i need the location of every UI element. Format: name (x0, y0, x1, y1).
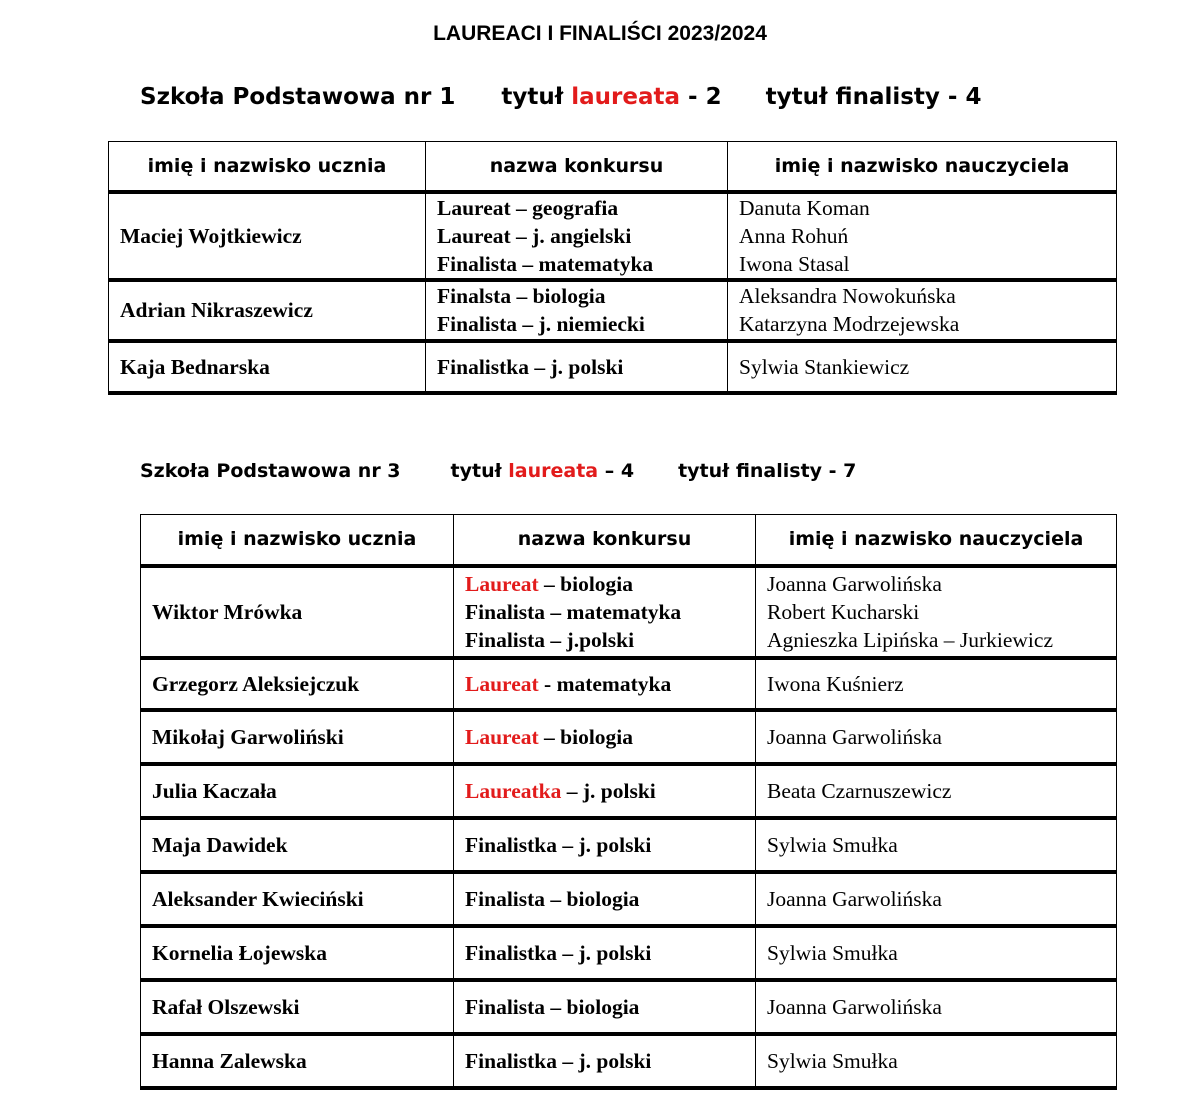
student-name: Aleksander Kwieciński (141, 872, 454, 926)
table-row (141, 980, 1117, 1034)
award-title: Finalista (465, 994, 546, 1019)
award-title: Finalistka (465, 1048, 557, 1073)
contest-subject: – matematyka (545, 599, 682, 624)
contest-entry (437, 222, 716, 250)
award-title: Finalista (437, 251, 518, 276)
teacher-name: Sylwia Smułka (767, 1048, 898, 1073)
award-title: Finalistka (465, 832, 557, 857)
contest-subject: - matematyka (538, 671, 672, 696)
teacher-name: Beata Czarnuszewicz (767, 778, 952, 803)
award-title: Finalista (437, 312, 518, 336)
contest-entry (437, 194, 716, 222)
contest-subject: – biologia (545, 994, 640, 1019)
student-name: Mikołaj Garwoliński (141, 710, 454, 764)
teacher-name: Danuta Koman (739, 195, 870, 220)
contest-entry (465, 670, 744, 698)
student-name: Kornelia Łojewska (141, 926, 454, 980)
contest-cell (454, 764, 756, 818)
table-row (141, 818, 1117, 872)
contest-entry (437, 353, 716, 381)
teacher-name: Katarzyna Modrzejewska (739, 312, 960, 336)
contest-subject: – j. polski (557, 1048, 652, 1073)
contest-subject: – biologia (511, 284, 606, 308)
contest-cell (426, 192, 728, 280)
contest-subject: – j. polski (557, 940, 652, 965)
teacher-cell (756, 1034, 1117, 1088)
teacher-cell (728, 192, 1117, 280)
teacher-name: Agnieszka Lipińska – Jurkiewicz (767, 627, 1053, 652)
contest-cell (454, 658, 756, 710)
table-row (141, 764, 1117, 818)
contest-entry (465, 885, 744, 913)
contest-cell (454, 926, 756, 980)
teacher-name: Robert Kucharski (767, 599, 920, 624)
student-name: Hanna Zalewska (141, 1034, 454, 1088)
header-student: imię i nazwisko ucznia (141, 515, 454, 566)
teacher-name: Joanna Garwolińska (767, 724, 942, 749)
laureate-count: tytuł laureata – 4 (450, 460, 635, 482)
contest-cell (454, 818, 756, 872)
teacher-cell (756, 710, 1117, 764)
contest-entry (465, 993, 744, 1021)
table-row (141, 710, 1117, 764)
contest-subject: – biologia (538, 724, 634, 749)
award-title: Laureat (437, 223, 511, 248)
school-name: Szkoła Podstawowa nr 1 (140, 84, 456, 110)
results-table-sp1 (108, 141, 1117, 395)
contest-entry (465, 598, 744, 626)
contest-subject: – j. niemiecki (517, 312, 645, 336)
award-title: Finalista (465, 627, 546, 652)
award-title: Finalista (465, 599, 546, 624)
contest-subject: – biologia (538, 571, 634, 596)
contest-cell (454, 980, 756, 1034)
table-row (141, 872, 1117, 926)
teacher-name: Joanna Garwolińska (767, 886, 942, 911)
school-name: Szkoła Podstawowa nr 3 (140, 460, 401, 482)
table-row (109, 280, 1117, 341)
contest-cell (454, 710, 756, 764)
laureate-word: laureata (508, 460, 599, 482)
contest-entry (437, 310, 716, 338)
table-row (109, 341, 1117, 393)
teacher-cell (756, 980, 1117, 1034)
teacher-name: Sylwia Smułka (767, 940, 898, 965)
teacher-name: Sylwia Stankiewicz (739, 354, 910, 379)
contest-cell (454, 566, 756, 658)
contest-subject: – biologia (545, 886, 640, 911)
contest-subject: – j. polski (529, 354, 624, 379)
header-teacher: imię i nazwisko nauczyciela (756, 515, 1117, 566)
contest-subject: – matematyka (517, 251, 654, 276)
award-title: Finalsta (437, 284, 512, 308)
contest-subject: – j. polski (561, 778, 656, 803)
table-row (141, 926, 1117, 980)
header-teacher: imię i nazwisko nauczyciela (728, 142, 1117, 192)
teacher-name: Joanna Garwolińska (767, 571, 942, 596)
student-name: Rafał Olszewski (141, 980, 454, 1034)
teacher-name: Anna Rohuń (739, 223, 849, 248)
contest-entry (465, 939, 744, 967)
contest-entry (465, 723, 744, 751)
award-title: Laureat (437, 195, 511, 220)
teacher-cell (756, 926, 1117, 980)
student-name: Grzegorz Aleksiejczuk (141, 658, 454, 710)
student-name: Julia Kaczała (141, 764, 454, 818)
teacher-name: Iwona Kuśnierz (767, 671, 904, 696)
contest-subject: – j. polski (557, 832, 652, 857)
award-title: Laureatka (465, 778, 562, 803)
teacher-name: Joanna Garwolińska (767, 994, 942, 1019)
contest-entry (465, 626, 744, 654)
document-title: LAUREACI I FINALIŚCI 2023/2024 (433, 22, 767, 45)
contest-entry (465, 1047, 744, 1075)
award-title: Finalistka (437, 354, 529, 379)
teacher-name: Iwona Stasal (739, 251, 850, 276)
student-name: Maciej Wojtkiewicz (109, 192, 426, 280)
contest-subject: – j. angielski (510, 223, 632, 248)
student-name: Wiktor Mrówka (141, 566, 454, 658)
contest-subject: – j.polski (545, 627, 635, 652)
contest-entry (465, 777, 744, 805)
contest-cell (426, 280, 728, 341)
teacher-cell (756, 658, 1117, 710)
contest-entry (465, 570, 744, 598)
finalist-count: tytuł finalisty - 4 (765, 84, 982, 110)
table-row (141, 566, 1117, 658)
student-name: Maja Dawidek (141, 818, 454, 872)
school-summary-sp3 (140, 460, 856, 482)
contest-cell (426, 341, 728, 393)
header-contest: nazwa konkursu (454, 515, 756, 566)
teacher-name: Aleksandra Nowokuńska (739, 284, 956, 308)
teacher-cell (756, 872, 1117, 926)
finalist-count: tytuł finalisty - 7 (678, 460, 857, 482)
teacher-name: Sylwia Smułka (767, 832, 898, 857)
teacher-cell (728, 280, 1117, 341)
award-title: Finalista (465, 886, 546, 911)
teacher-cell (756, 764, 1117, 818)
teacher-cell (756, 566, 1117, 658)
teacher-cell (756, 818, 1117, 872)
contest-subject: – geografia (510, 195, 619, 220)
award-title: Laureat (465, 571, 539, 596)
table-row (141, 658, 1117, 710)
contest-entry (437, 250, 716, 278)
results-table-sp3 (140, 514, 1117, 1090)
teacher-cell (728, 341, 1117, 393)
award-title: Finalistka (465, 940, 557, 965)
student-name: Kaja Bednarska (109, 341, 426, 393)
school-summary-sp1 (140, 84, 981, 110)
contest-entry (465, 831, 744, 859)
contest-cell (454, 1034, 756, 1088)
laureate-count: tytuł laureata - 2 (501, 84, 722, 110)
contest-entry (437, 282, 716, 310)
award-title: Laureat (465, 724, 539, 749)
contest-cell (454, 872, 756, 926)
header-contest: nazwa konkursu (426, 142, 728, 192)
header-student: imię i nazwisko ucznia (109, 142, 426, 192)
table-row (109, 192, 1117, 280)
award-title: Laureat (465, 671, 539, 696)
student-name: Adrian Nikraszewicz (109, 280, 426, 341)
table-row (141, 1034, 1117, 1088)
laureate-word: laureata (571, 84, 681, 110)
